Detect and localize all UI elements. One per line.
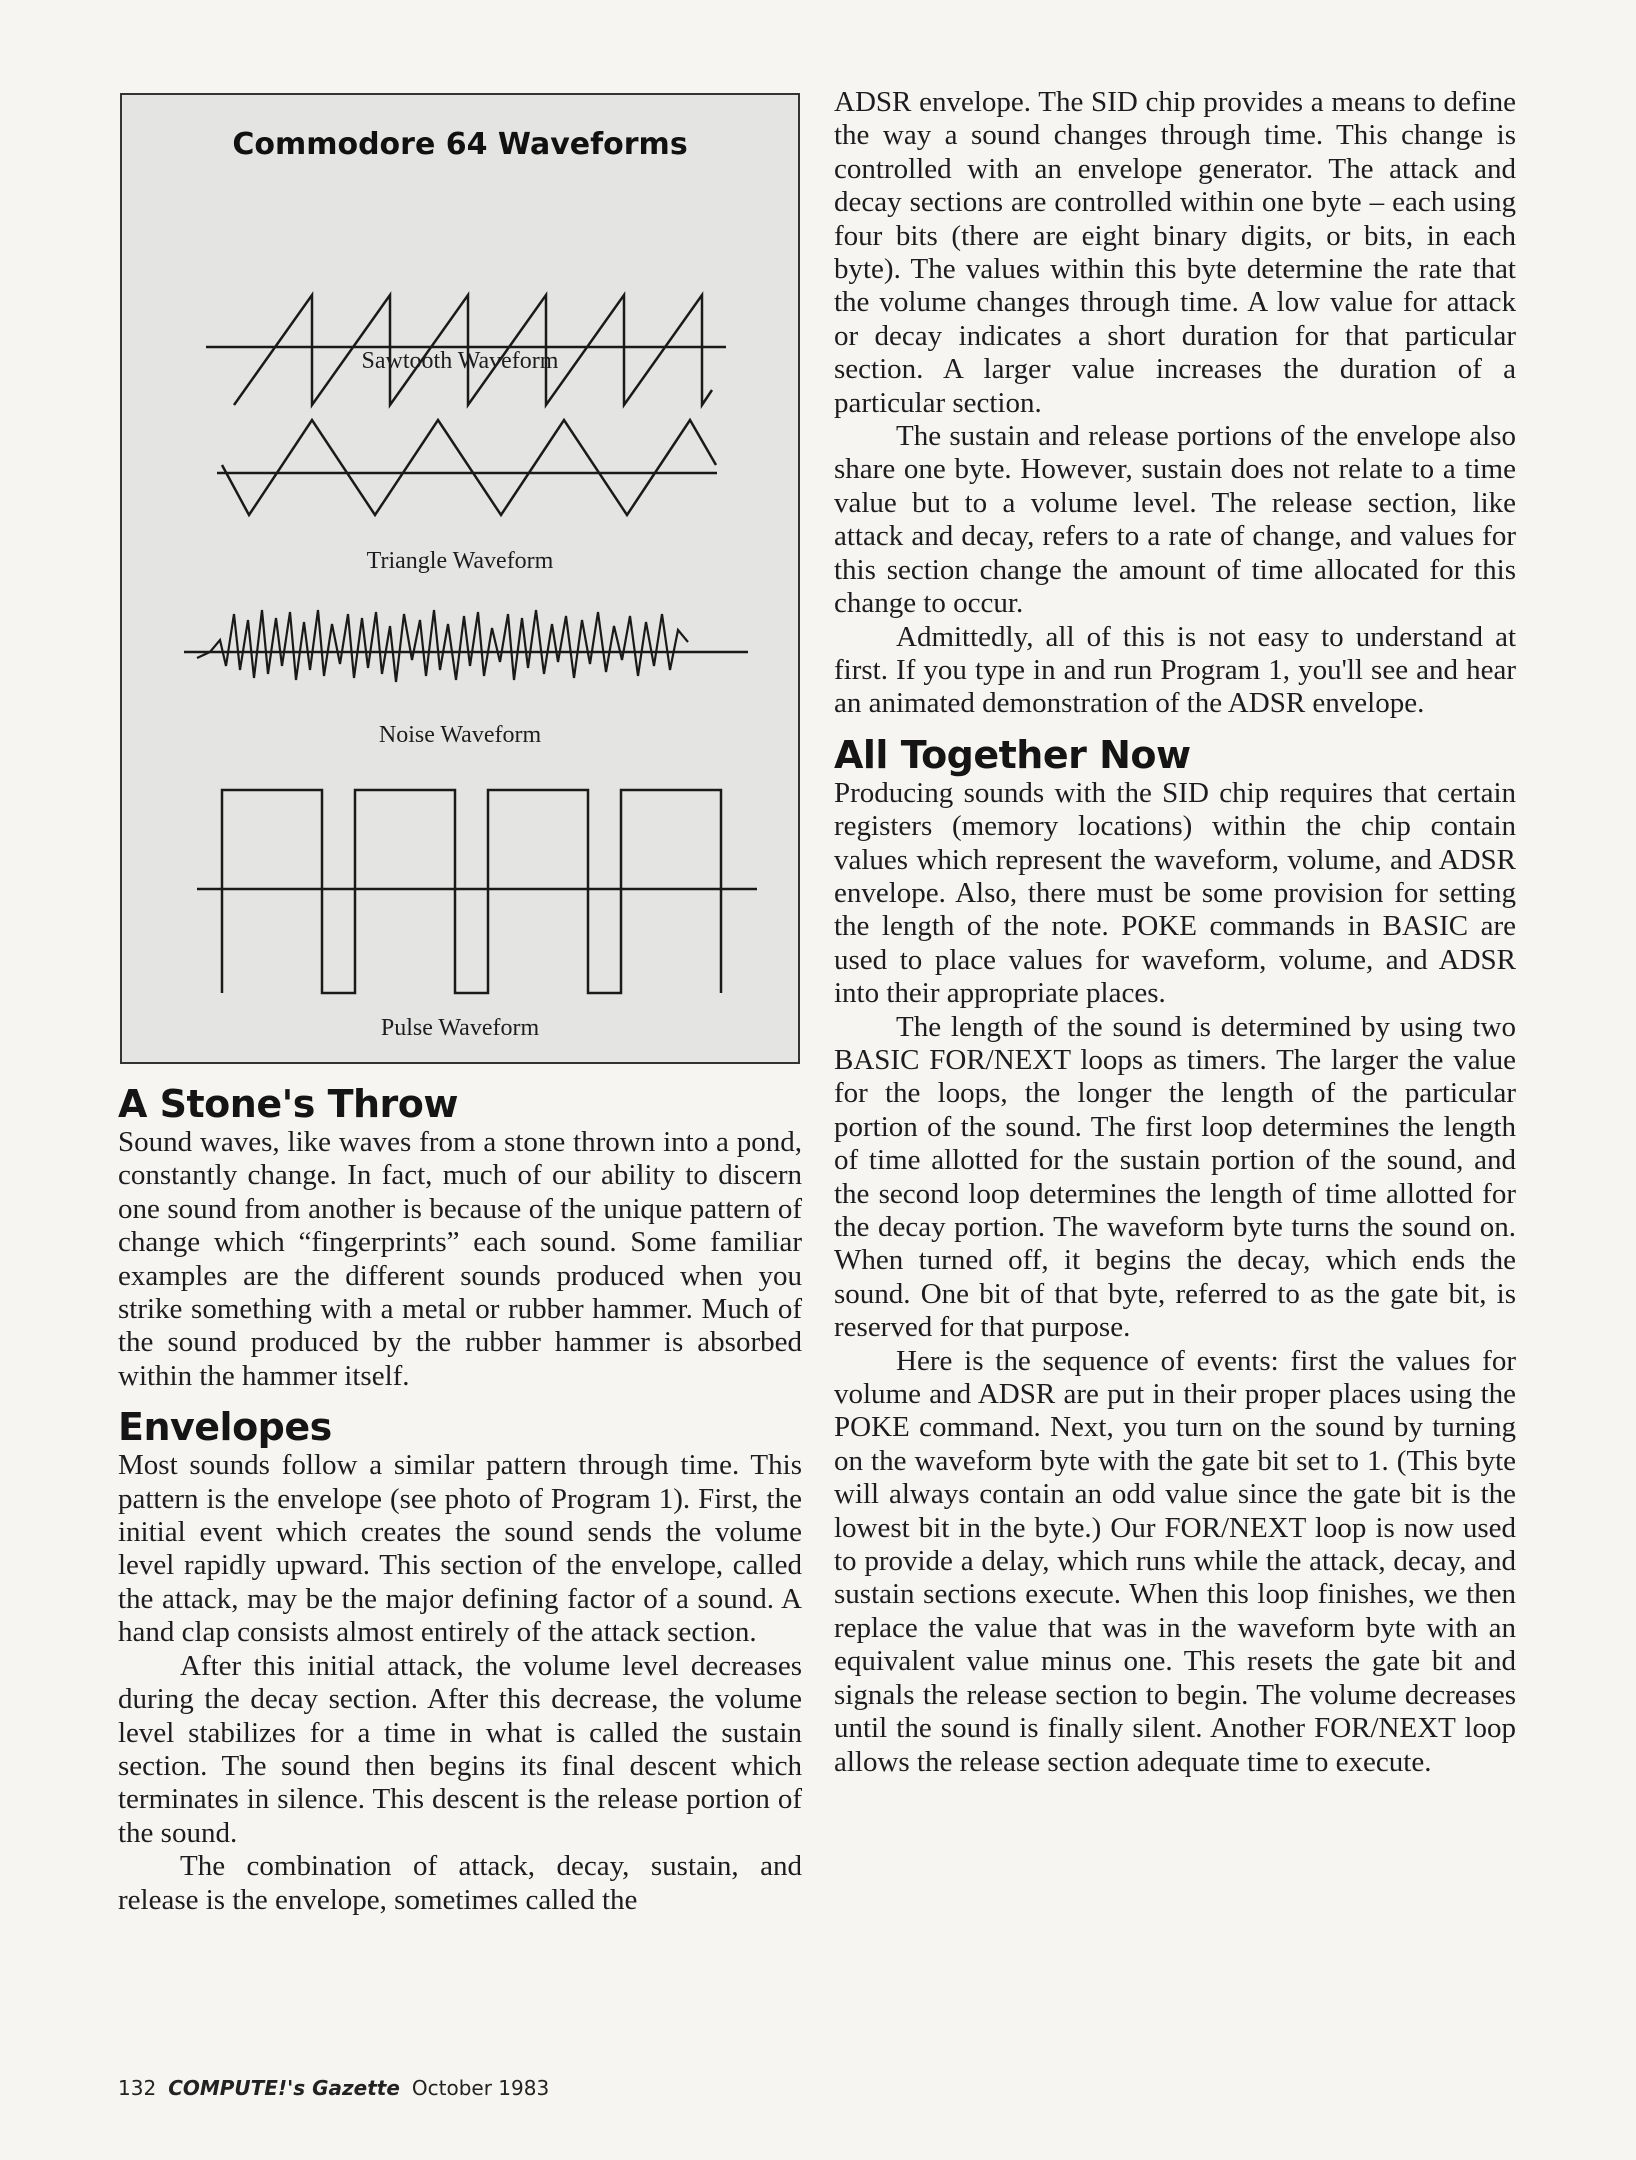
adsr-paragraph-3: Admittedly, all of this is not easy to understand at first. If you type in and run Program 1, you'll see and hear an animated demonstration of the ADSR envelope. [834, 620, 1516, 720]
magazine-name: COMPUTE!'s Gazette [168, 2076, 400, 2100]
all-together-paragraph-2: The length of the sound is determined by using two BASIC FOR/NEXT loops as timers. The larger the value for the loops, the longer the length of the particular portion of the sound. The first loop determines the length of time allotted for the sustain portion of the sound, and the second loop determines the length of time allotted for the decay portion. The waveform byte turns the sound on. When turned off, it begins the decay, which ends the sound. One bit of that byte, referred to as the gate bit, is reserved for that purpose. [834, 1010, 1516, 1344]
envelopes-paragraph-1: Most sounds follow a similar pattern through time. This pattern is the envelope (see photo of Program 1). First, the initial event which creates the sound sends the volume level rapidly upward. This section of the envelope, called the attack, may be the major defining factor of a sound. A hand clap consists almost entirely of the attack section. [118, 1449, 802, 1649]
page-number: 132 [118, 2076, 157, 2100]
envelopes-paragraph-2: After this initial attack, the volume level decreases during the decay section. After this decrease, the volume level stabilizes for a time in what is called the sustain section. The sound then begins its final descent which terminates in silence. This descent is the release portion of the sound. [118, 1649, 802, 1849]
envelopes-heading: Envelopes [118, 1405, 332, 1450]
noise-waveform-graphic [122, 600, 798, 700]
right-column [834, 86, 1516, 1779]
sawtooth-label: Sawtooth Waveform [361, 348, 559, 374]
issue-date: October 1983 [411, 2076, 550, 2100]
triangle-waveform-graphic [122, 415, 798, 535]
pulse-waveform-graphic [122, 785, 798, 1015]
adsr-paragraph-1: ADSR envelope. The SID chip provides a means to define the way a sound changes through time. This change is controlled with an envelope generator. The attack and decay sections are controlled within one byte – each using four bits (there are eight binary digits, or bits, in each byte). The values within this byte determine the rate that the volume changes through time. A low value for attack or decay indicates a short duration for that particular section. A larger value increases the duration of a particular section. [834, 86, 1516, 419]
all-together-paragraph-1: Producing sounds with the SID chip requires that certain registers (memory locations) within the chip contain values which represent the waveform, volume, and ADSR envelope. Also, there must be some provision for setting the length of the note. POKE commands in BASIC are used to place values for waveform, volume, and ADSR into their appropriate places. [834, 776, 1516, 1010]
all-together-heading: All Together Now [834, 732, 1191, 777]
adsr-paragraph-2: The sustain and release portions of the envelope also share one byte. However, sustain does not relate to a time value but to a volume level. The release section, like attack and decay, refers to a rate of change, and values for this section change the amount of time allocated for this change to occur. [834, 420, 1516, 620]
waveforms-figure [120, 93, 800, 1064]
page-footer [118, 2076, 549, 2100]
triangle-label: Triangle Waveform [366, 548, 554, 574]
figure-title: Commodore 64 Waveforms [232, 127, 688, 162]
left-column [118, 1082, 802, 1917]
all-together-paragraph-3: Here is the sequence of events: first the values for volume and ADSR are put in their proper places using the POKE command. Next, you turn on the sound by turning on the waveform byte with the gate bit set to 1. (This byte will always contain an odd value since the gate bit is the lowest bit in the byte.) Our FOR/NEXT loop is now used to provide a delay, which runs while the attack, decay, and sustain sections execute. When this loop finishes, we then replace the value that was in the waveform byte with an equivalent value minus one. This resets the gate bit and signals the release section to begin. The volume decreases until the sound is finally silent. Another FOR/NEXT loop allows the release section adequate time to execute. [834, 1344, 1516, 1778]
noise-label: Noise Waveform [378, 722, 542, 748]
sawtooth-waveform-graphic [122, 195, 798, 415]
stones-throw-paragraph: Sound waves, like waves from a stone thrown into a pond, constantly change. In fact, much of our ability to discern one sound from another is because of the unique pattern of change which “fingerprints” each sound. Some familiar examples are the different sounds produced when you strike something with a metal or rubber hammer. Much of the sound produced by the rubber hammer is absorbed within the hammer itself. [118, 1126, 802, 1392]
pulse-label: Pulse Waveform [380, 1015, 540, 1041]
envelopes-paragraph-3: The combination of attack, decay, sustain, and release is the envelope, sometimes called the [118, 1850, 802, 1916]
stones-throw-heading: A Stone's Throw [118, 1082, 459, 1126]
